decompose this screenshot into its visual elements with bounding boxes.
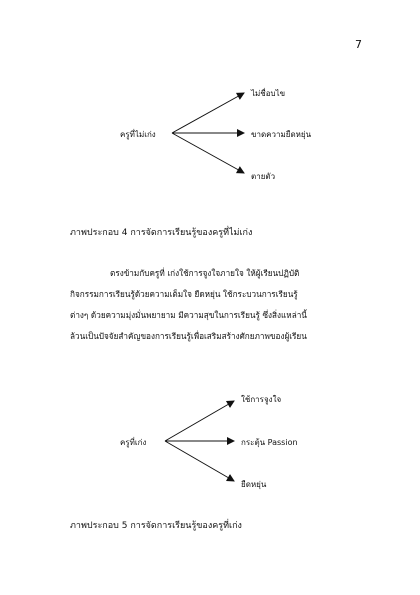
paragraph-line-4: ล้วนเป็นปัจจัยสำคัญของการเรียนรู้เพื่อเสริมสร้างศักยภาพของผู้เรียน bbox=[70, 331, 307, 341]
paragraph-line-3: ต่างๆ ด้วยความมุ่งมั่นพยายาม มีความสุขในการเรียนรู้ ซึ่งสิ่งแหล่านี้ bbox=[70, 310, 307, 320]
figure5-caption: ภาพประกอบ 5 การจัดการเรียนรู้ของครูที่เก่ง bbox=[70, 521, 242, 531]
paragraph-line-1: ตรงข้ามกับครูที่ เก่งใช้การจูงใจภายใจ ให้ผู้เรียนปฏิบัติ bbox=[110, 268, 300, 278]
fig4-arrow-bottom bbox=[172, 133, 244, 173]
fig4-target-label-3: ตายตัว bbox=[251, 172, 276, 181]
fig4-source-label: ครูที่ไม่เก่ง bbox=[120, 130, 156, 139]
paragraph-line-2: กิจกรรมการเรียนรู้ด้วยความเต็มใจ ยืดหยุ่น ใช้กระบวนการเรียนรู้ bbox=[70, 289, 298, 299]
fig5-arrow-top bbox=[165, 401, 234, 441]
figure4-caption: ภาพประกอบ 4 การจัดการเรียนรู้ของครูที่ไม่เก่ง bbox=[70, 228, 253, 238]
fig4-target-label-2: ขาดความยืดหยุ่น bbox=[251, 130, 312, 139]
body-paragraph bbox=[70, 263, 370, 347]
fig5-arrow-bottom bbox=[165, 441, 234, 481]
fig4-arrow-top bbox=[172, 93, 244, 133]
fig5-source-label: ครูที่เก่ง bbox=[120, 438, 147, 447]
fig5-target-label-2: กระตุ้น Passion bbox=[241, 438, 298, 447]
fig4-target-label-1: ไม่ชื่อบไข bbox=[251, 89, 286, 98]
page-number: 7 bbox=[355, 38, 362, 51]
fig5-target-label-3: ยืดหยุ่น bbox=[241, 480, 267, 489]
fig5-target-label-1: ใช้การจูงใจ bbox=[241, 395, 282, 404]
